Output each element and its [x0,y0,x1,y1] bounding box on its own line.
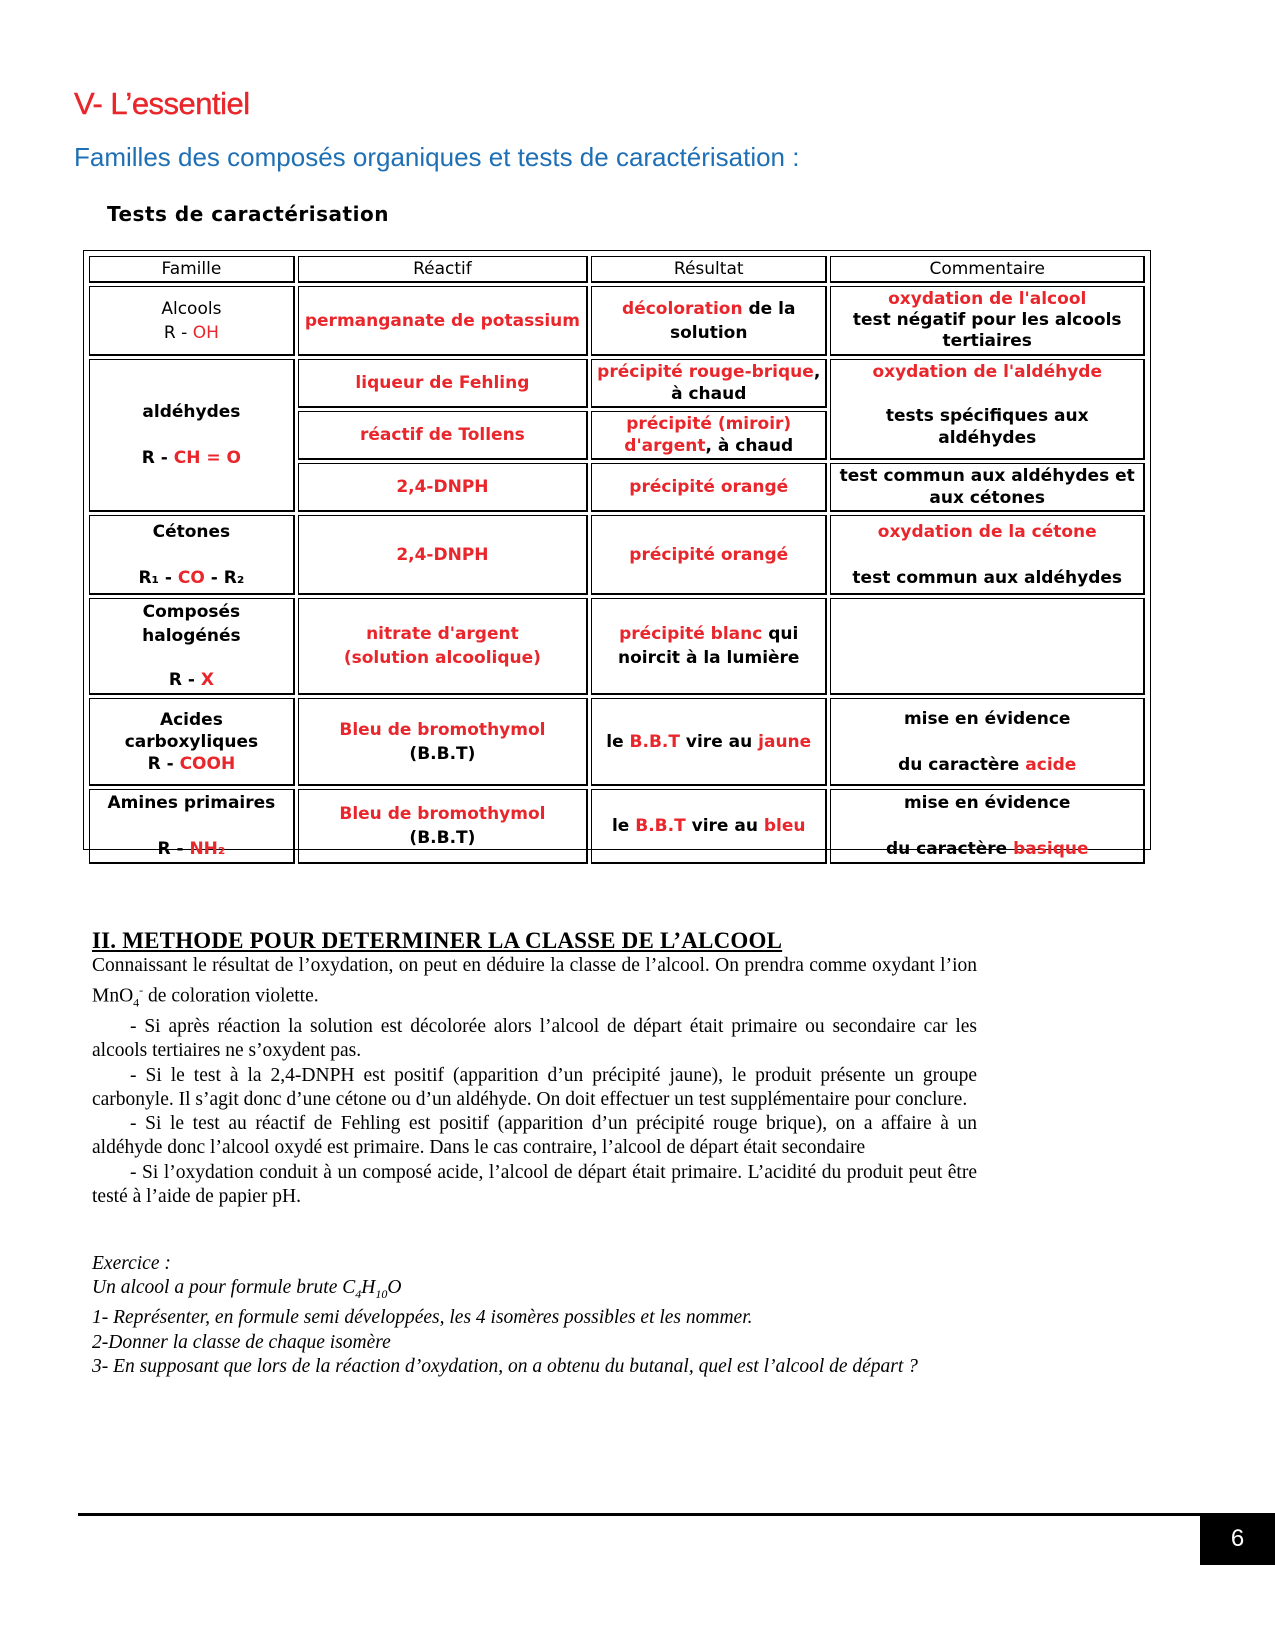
result-black: , à chaud [671,362,821,404]
comment-cell [830,598,1145,695]
comment-line1: mise en évidence [903,793,1071,813]
comment-cell [830,359,1145,460]
comment-black: test commun aux aldéhydes [852,567,1123,588]
result-black: , à chaud [705,436,794,456]
reagent-cell: 2,4-DNPH [298,463,588,512]
formula-prefix: R - [157,839,190,859]
formula-prefix: R - [147,753,180,774]
comment-cell [830,515,1145,595]
reagent-cell: réactif de Tollens [298,411,588,460]
comment-cell: test commun aux aldéhydes et aux cétones [830,463,1145,512]
result-bbt: B.B.T [635,816,686,836]
family-cell [89,698,295,786]
method-paragraph: - Si le test à la 2,4-DNPH est positif (apparition d’un précipité jaune), le produit présente un groupe carbonyle. Il s’agit donc d’une cétone ou d’un aldéhyde. On doit effectuer un test supplémentaire pour conclure. [92,1064,977,1110]
result-red: précipité (miroir) d'argent [624,414,792,456]
result-part: vire au [685,816,764,836]
method-paragraph: - Si l’oxydation conduit à un composé acide, l’alcool de départ était primaire. L’acidité du produit peut être testé à l’aide de papier pH. [92,1161,977,1208]
family-cell [89,598,295,695]
comment-red: oxydation de l'aldéhyde [872,362,1102,382]
formula-group: CO [177,567,205,588]
result-red: précipité blanc [619,624,763,644]
subscript: 4 [133,995,140,1010]
comment-highlight: acide [1025,754,1077,775]
formula-group: NH₂ [189,839,226,859]
result-color: jaune [758,731,812,752]
header-reactif: Réactif [298,256,588,283]
result-color: bleu [763,816,806,836]
comment-line2: du caractère [885,839,1014,859]
page-number: 6 [1200,1513,1275,1565]
reagent-line1: nitrate d'argent [366,624,519,644]
section-heading: V- L’essentiel [74,86,250,121]
method-text: de coloration violette. [143,985,319,1007]
comment-cell [830,789,1145,864]
tests-title: Tests de caractérisation [107,202,389,226]
comment-cell [830,698,1145,786]
result-part: le [611,816,636,836]
exercise-text: Un alcool a pour formule brute C [92,1277,356,1299]
result-cell [591,598,827,695]
formula-group: COOH [179,753,236,774]
family-cell [89,789,295,864]
comment-black: tests spécifiques aux aldéhydes [885,406,1089,448]
exercise-section [92,1252,977,1379]
reagent-line2: (solution alcoolique) [343,648,541,668]
characterization-table [83,250,1151,859]
header-commentaire: Commentaire [830,256,1145,283]
result-red: précipité rouge-brique [597,362,814,382]
reagent-cell [298,598,588,695]
comment-line1: mise en évidence [903,708,1071,729]
result-cell [591,359,827,408]
comment-line2: du caractère [898,754,1026,775]
reagent-red: Bleu de bromothymol [339,719,546,740]
table-row [89,515,1145,595]
header-famille: Famille [89,256,295,283]
table-row [89,598,1145,695]
result-part: vire au [679,731,759,752]
result-black: qui noircit à la lumière [618,624,800,668]
family-cell: Cétones R₁ - CO - R₂ [89,515,295,595]
exercise-statement [92,1276,977,1306]
family-name: Alcools [161,298,222,319]
exercise-question: 1- Représenter, en formule semi développées, les 4 isomères possibles et les nommer. [92,1307,753,1329]
formula-group: OH [192,322,219,343]
subscript: 10 [375,1287,388,1302]
family-name: Composés halogénés [142,602,241,646]
family-name: Cétones [152,521,231,542]
table-row [89,286,1145,356]
result-part: le [606,731,630,752]
family-name: Amines primaires [107,793,276,813]
formula-prefix: R - [141,448,174,468]
reagent-black: (B.B.T) [409,743,476,764]
table-header-row [89,256,1145,283]
method-text: Connaissant le résultat de l’oxydation, on peut en déduire la classe de l’alcool. On prendra comme oxydant l’ion MnO [92,955,977,1007]
method-paragraph: - Si après réaction la solution est décolorée alors l’alcool de départ était primaire ou secondaire car les alcools tertiaires ne s’oxydent pas. [92,1015,977,1062]
formula-r1: R₁ [138,567,160,588]
exercise-text: H [361,1277,376,1299]
exercise-question: 2-Donner la classe de chaque isomère [92,1331,391,1353]
reagent-black: (B.B.T) [409,828,476,848]
reagent-cell: permanganate de potassium [298,286,588,356]
comment-cell [830,286,1145,356]
result-cell [591,411,827,460]
family-cell [89,359,295,512]
family-cell [89,286,295,356]
reagent-cell [298,789,588,864]
result-cell [591,286,827,356]
reagent-cell [298,698,588,786]
footer-rule [78,1513,1200,1516]
exercise-text: O [387,1277,402,1299]
result-cell [591,789,827,864]
comment-red: oxydation de l'alcool [888,289,1087,309]
result-cell [591,698,827,786]
table-row [89,698,1145,786]
reagent-red: Bleu de bromothymol [339,804,546,824]
section-subheading: Familles des composés organiques et tests de caractérisation : [74,142,800,172]
formula-r2: R₂ [223,567,245,588]
method-title: II. METHODE POUR DETERMINER LA CLASSE DE L’ALCOOL [92,928,783,953]
family-name: Acides carboxyliques [124,709,259,752]
reagent-cell: liqueur de Fehling [298,359,588,408]
family-name: aldéhydes [142,402,241,422]
formula-prefix: R - [163,322,193,343]
reagent-cell: 2,4-DNPH [298,515,588,595]
formula-group: X [200,670,214,690]
method-section [92,928,977,1209]
result-bbt: B.B.T [629,731,680,752]
result-red: décoloration [622,298,743,319]
formula-group: CH = O [173,448,242,468]
comment-red: oxydation de la cétone [877,521,1097,542]
exercise-question: 3- En supposant que lors de la réaction d’oxydation, on a obtenu du butanal, quel est l’alcool de départ ? [92,1356,918,1378]
result-cell: précipité orangé [591,515,827,595]
comment-highlight: basique [1013,839,1089,859]
table-row [89,359,1145,408]
header-resultat: Résultat [591,256,827,283]
subscript: 4 [355,1287,362,1302]
method-paragraph [92,954,977,1015]
superscript: - [139,983,144,998]
result-black: de la solution [670,298,796,343]
exercise-label: Exercice : [92,1253,171,1274]
table-row [89,789,1145,864]
result-cell: précipité orangé [591,463,827,512]
formula-prefix: R - [168,670,201,690]
method-paragraph: - Si le test au réactif de Fehling est positif (apparition d’un précipité rouge brique), on a affaire à un aldéhyde donc l’alcool oxydé est primaire. Dans le cas contraire, l’alcool de départ était secondaire [92,1113,977,1159]
comment-black: test négatif pour les alcools tertiaires [852,310,1122,351]
